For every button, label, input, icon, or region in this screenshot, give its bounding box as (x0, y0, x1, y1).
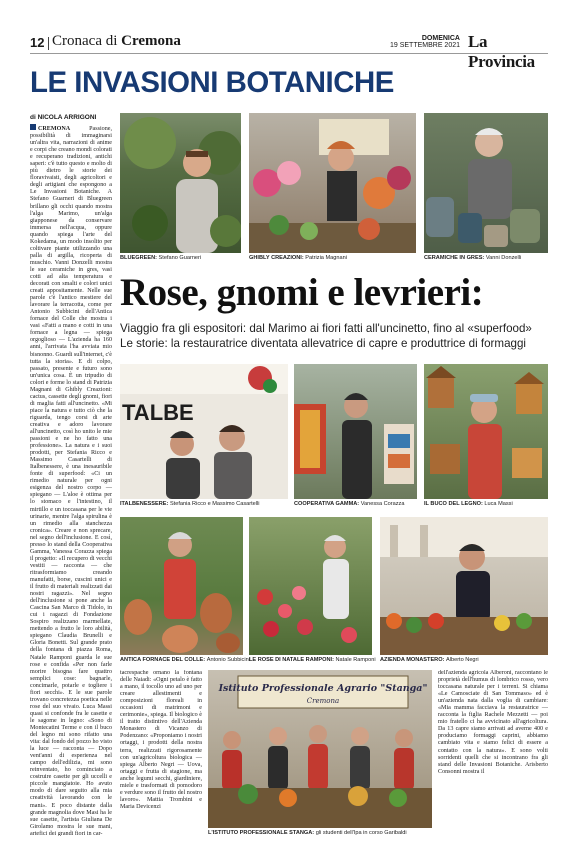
caption-stanga-tag: L'ISTITUTO PROFESSIONALE STANGA: (208, 830, 315, 836)
caption-italbenessere-tag: ITALBENESSERE: (120, 501, 169, 507)
issue-date (360, 35, 460, 49)
photo-monastero-illustration (380, 517, 548, 655)
lead-square-icon (30, 124, 36, 130)
issue-day: DOMENICA (421, 35, 460, 42)
photo-gamma-illustration (294, 364, 417, 499)
stall-sign-text: TALBE (122, 400, 194, 425)
caption-ceramiche-tag: CERAMICHE IN GRES: (424, 255, 485, 261)
caption-stanga (208, 830, 407, 836)
subtitle-line-1: Viaggio fra gli espositori: dal Marimo ai fiori fatti all'uncinetto, fino al «superfood» (120, 322, 532, 335)
caption-ramponi-tag: LE ROSE DI NATALE RAMPONI: (249, 657, 334, 663)
caption-buco-legno-names: Luca Massi (484, 501, 513, 507)
caption-italbenessere (120, 501, 260, 507)
byline: di NICOLA ARRIGONI (30, 114, 97, 121)
section-city: Cremona (121, 33, 181, 49)
photo-monastero (380, 517, 548, 655)
newspaper-logo: La Provincia (468, 32, 535, 71)
photo-ceramiche (424, 113, 548, 253)
photo-ramponi-illustration (249, 517, 372, 655)
issue-date-text: 19 SETTEMBRE 2021 (389, 42, 460, 49)
caption-fornace-names: Antonio Subbicini (206, 657, 250, 663)
caption-gamma-tag: COOPERATIVA GAMMA: (294, 501, 360, 507)
article-subtitle (120, 321, 550, 351)
photo-ghibly-illustration (249, 113, 416, 253)
caption-ramponi-names: Natale Ramponi (335, 657, 376, 663)
caption-italbenessere-names: Stefania Ricco e Massimo Casartelli (169, 501, 260, 507)
caption-buco-legno-tag: IL BUCO DEL LEGNO: (424, 501, 483, 507)
photo-bluegreen-illustration (120, 113, 241, 253)
photo-stanga (208, 670, 432, 828)
page-header (30, 32, 548, 71)
caption-bluegreen (120, 255, 201, 261)
photo-italbenessere-illustration (120, 364, 288, 499)
page-number: 12 (30, 35, 45, 50)
section-headline: LE INVASIONI BOTANICHE (30, 66, 394, 99)
article-column-3: dell'azienda agricola Alberoni, raccontano le proprietà dell'humus di lombrico rosso, vero toccasana naturale per i terreni. Si chiama «Le Camosciate di San Tommaso» ed è un'azienda nata dalla voglia di cambiare: «Mia mamma facciava la restauratrice — racconta la figlia Rachele Mezzetti — poi mio fratello ci ha avvicinato all'agricoltura. Da 13 capre siamo arrivati ad averne 400 e produciamo formaggi caprini, abbiamo cambiato vita e siamo felici di essere a contatto con la natura». E sono volti sorridenti quelli che si incontrano fra gli stand delle Invasioni Botaniche. Arisberto Consonni mostra il (438, 670, 548, 775)
caption-bluegreen-tag: BLUEGREEN: (120, 255, 157, 261)
photo-fornace (120, 517, 243, 655)
photo-ceramiche-illustration (424, 113, 548, 253)
article-column-1 (30, 124, 112, 836)
caption-ghibly (249, 255, 347, 261)
caption-gamma (294, 501, 404, 507)
photo-ramponi (249, 517, 372, 655)
photo-stanga-illustration (208, 670, 432, 828)
caption-monastero (380, 657, 479, 663)
stanga-sign-text: Istituto Professionale Agrario "Stanga" (218, 683, 428, 694)
article-text-1: Passione, possibilità di immaginarsi un'altra vita, narrazioni di anime e corpi che creano mondi colorati e recuperano tradizioni, antichi saperi: c'è tutto questo e molto di più dietro le storie dei floravivaisti, degli agricoltori e degli artigiani che espongono a Le Invasioni Botaniche. A Stefano Guarneri di Bluegreen brillano gli occhi quando mostra l'alga Marimo, un'alga giapponese da conservare immersa nell'acqua, oppure quando spiega l'arte del Kokedama, un modo insolito per coltivare piante utilizzando una palla di argilla, ricoperta di muschio. Vanni Donzelli mostra le sue ceramiche in gres, vasi cotti ad alta temperatura e decorati con smalti e colori unici creati appositamente. Nelle sue parole c'è l'antico mestiere del lavorare la terracotta, come per Antonio Subbicini dell'Antica fornace del Colle che mostra i vasi «Fatti a mano e cotti in una fornace a legna — spiega orgoglioso — L'azienda ha 160 anni, l'arrivata l'ha avviata mio bisnonno. Guardi sull'internet, c'è tutta la storia». E di colpo, passato, presente e futuro sono un'unica cosa. È un tripudio di colori e forme lo stand di Patrizia Magnani di Ghibly Creazioni: cactus, cassette degli gnomi, fiori di maglia fatti all'uncinetto. «Mi piace la natura e tutto ciò che la riguarda, tengo corsi di arte creativa e adoro lavorare all'uncinetto, così ho unito le mie passioni e ne ho fatto una professione». La natura e i suoi prodotti, per Stefania Ricco e Massimo Casartelli di Italbenessere, è una inesauribile fonte di superfood: «Ci un rimedio naturale per ogni esigenza del nostro corpo — spiegano — L'aloe è ottima per lo stomaco e l'intestino, il mirtillo e un toccasana per le vie urinarie, mentre l'alga spirulina è un rimedio alla stanchezza cronica». Creare e non sprecare, nel segno dell'inclusione. E così, presso lo stand della Cooperativa Gamma, Vanessa Corazza spiega il progetto: «Il recupero di vecchi vestiti — racconta — che ritrasformiamo creando manufatti, borse, cuscini unici e il frutto di materiali realizzati dai nostri ragazzi». Nel segno dell'inclusione si pone anche la Cascina San Marco di Tidolo, in cui i ragazzi di Fondazione Sospiro realizzano marmellate, mettendo a frutto le loro abilità, spiegano Claudia Brunelli e Gloria Bonetti. Sul grande prato della fontana di piazza Roma, Natale Ramponi guarda le sue rose e confida «Per non farle morire bisogna fare quattro semplici cose: bagnarle, concimarle, potarle e togliere i fiori secchi». E le sue parole trovano concretezza poetica nelle rose del suo vivaio. Luca Massi quasi si confonde fra le casette e le sagome in legno: «Sono di Montecatini Terme e con il buco del legno mi sono rifatto una vita: dal fondo del pozzo ho visto la luce — racconta — Dopo vent'anni di esperienza nel campo dell'edilizia, mi sono reinventato, ho cominciato a costruire casette per gli uccelli e piccole mangiatoie. Ho avuto modo di dare seguito alla mia creatività lavorando con le mani». E poco distante dalla grande magnolia dove Masi ha le sue casette, l'artista Giuliana De Girolamo mostra le sue mani, artefici dei grandi fiori in car- (30, 126, 112, 836)
photo-italbenessere (120, 364, 288, 499)
dateline: CREMONA (38, 126, 71, 132)
caption-monastero-tag: AZIENDA MONASTERO: (380, 657, 445, 663)
stanga-sign-city: Cremona (306, 697, 340, 705)
caption-ghibly-tag: GHIBLY CREAZIONI: (249, 255, 304, 261)
caption-stanga-names: gli studenti dell'Ipa in corso Garibaldi (315, 830, 407, 836)
caption-ceramiche (424, 255, 521, 261)
photo-buco-legno (424, 364, 548, 499)
caption-gamma-names: Vanessa Corazza (360, 501, 405, 507)
caption-bluegreen-names: Stefano Guarneri (158, 255, 202, 261)
caption-ramponi (249, 657, 376, 663)
section-prefix: Cronaca di (52, 33, 118, 49)
photo-buco-legno-illustration (424, 364, 548, 499)
photo-fornace-illustration (120, 517, 243, 655)
subtitle-line-2: Le storie: la restauratrice diventata allevatrice di capre e produttrice di formaggi (120, 337, 526, 350)
caption-ceramiche-names: Vanni Donzelli (485, 255, 522, 261)
caption-buco-legno (424, 501, 513, 507)
article-column-2: tacrespache ornano la fontana delle Naiadi: «Ogni petalo è fatto a mano, il tocollo uno ad uno per creare allestimenti e composizioni floreali in occasioni di matrimoni e cerimonie», spiega. Il biologico è il tratto distintivo dell'Azienda Monastero di Vicanzo di Podenzano: «Proponiamo i nostri ortaggi, i prodotti della nostra terra, realizzati rigorosamente con un'agricoltura biologica — spiega Alberto Negri — Uova, ortaggi e frutta di stagione, ma anche legumi secchi, giardiniere, miele e trasformati di pomodoro e verdure sono il frutto del nostro lavoro». Mattia Trombini e Maria Devicenzi (120, 670, 202, 810)
caption-fornace (120, 657, 250, 663)
photo-gamma (294, 364, 417, 499)
photo-ghibly (249, 113, 416, 253)
photo-bluegreen (120, 113, 241, 253)
section-title (52, 33, 181, 50)
caption-ghibly-names: Patrizia Magnani (305, 255, 347, 261)
caption-fornace-tag: ANTICA FORNACE DEL COLLE: (120, 657, 206, 663)
caption-monastero-names: Alberto Negri (446, 657, 479, 663)
article-headline: Rose, gnomi e levrieri: (120, 271, 484, 314)
